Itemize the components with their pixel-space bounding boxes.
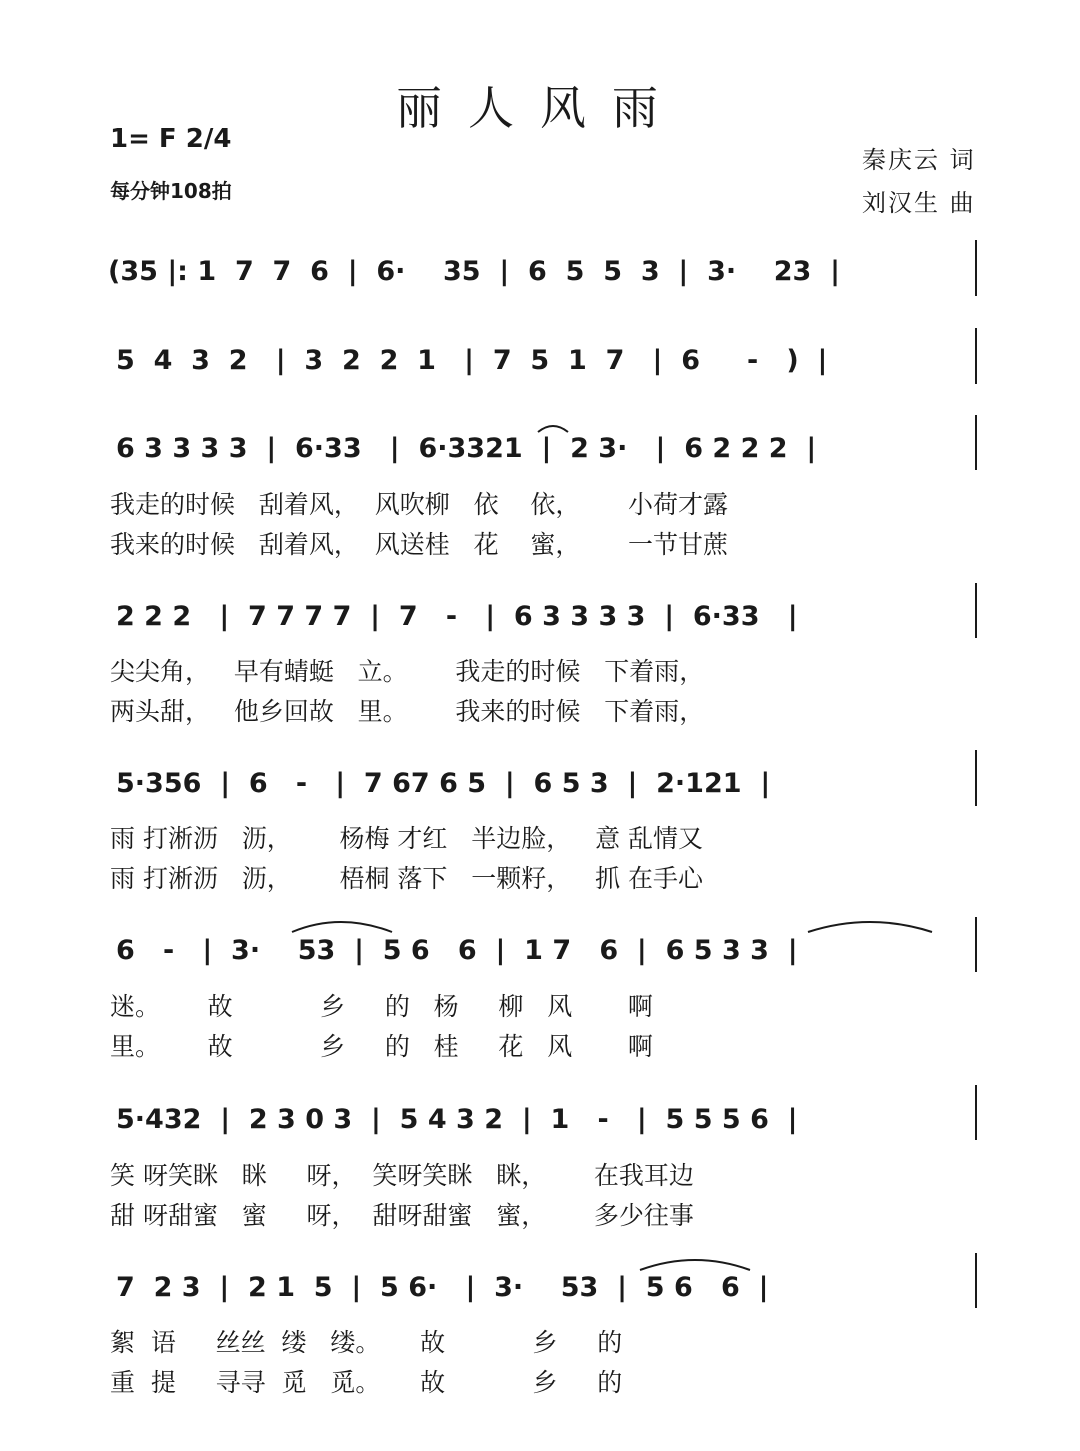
system-2-notes: 5 4 3 2 | 3 2 2 1 | 7 5 1 7 | 6 - ) |: [116, 345, 828, 376]
system-8-lyric-verse2: 重 提 寻寻 觅 觅。 故 乡 的: [110, 1368, 623, 1397]
system-6-lyric-verse1: 迷。 故 乡 的 杨 柳 风 啊: [110, 992, 653, 1021]
system-3-notes: 6 3 3 3 3 | 6·33 | 6·3321 | 2 3· | 6 2 2 2 |: [116, 433, 817, 464]
system-7-lyric-verse1: 笑 呀笑眯 眯 呀， 笑呀笑眯 眯， 在我耳边: [110, 1161, 694, 1190]
key-signature: 1= F 2/4: [110, 124, 232, 154]
system-6-lyric-verse2: 里。 故 乡 的 桂 花 风 啊: [110, 1032, 653, 1061]
system-7-lyric-verse2: 甜 呀甜蜜 蜜 呀， 甜呀甜蜜 蜜， 多少往事: [110, 1201, 694, 1230]
system-1-notes: (35 |: 1 7 7 6 | 6· 35 | 6 5 5 3 | 3· 23 |: [108, 256, 840, 287]
system-5-lyric-verse1: 雨 打淅沥 沥， 杨梅 才红 半边脸， 意 乱情又: [110, 824, 704, 853]
tempo-marking: 每分钟108拍: [110, 179, 232, 203]
system-4-lyric-verse2: 两头甜， 他乡回故 里。 我来的时候 下着雨，: [110, 697, 705, 726]
system-5-lyric-verse2: 雨 打淅沥 沥， 梧桐 落下 一颗籽， 抓 在手心: [110, 864, 704, 893]
lyricist-credit: 秦庆云 词: [862, 146, 976, 174]
system-6-notes: 6 - | 3· 53 | 5 6 6 | 1 7 6 | 6 5 3 3 |: [116, 935, 798, 966]
system-5-notes: 5·356 | 6 - | 7 67 6 5 | 6 5 3 | 2·121 |: [116, 768, 771, 799]
system-8-notes: 7 2 3 | 2 1 5 | 5 6· | 3· 53 | 5 6 6 |: [116, 1272, 769, 1303]
system-4-notes: 2 2 2 | 7 7 7 7 | 7 - | 6 3 3 3 3 | 6·33 |: [116, 601, 798, 632]
system-7-notes: 5·432 | 2 3 0 3 | 5 4 3 2 | 1 - | 5 5 5 6 |: [116, 1104, 798, 1135]
system-3-lyric-verse1: 我走的时候 刮着风， 风吹柳 依 依， 小荷才露: [110, 490, 729, 519]
system-4-lyric-verse1: 尖尖角， 早有蜻蜓 立。 我走的时候 下着雨，: [110, 657, 705, 686]
composer-credit: 刘汉生 曲: [862, 189, 976, 217]
system-8-lyric-verse1: 絮 语 丝丝 缕 缕。 故 乡 的: [110, 1328, 623, 1357]
song-title: 丽人风雨: [396, 81, 684, 135]
system-3-lyric-verse2: 我来的时候 刮着风， 风送桂 花 蜜， 一节甘蔗: [110, 530, 729, 559]
